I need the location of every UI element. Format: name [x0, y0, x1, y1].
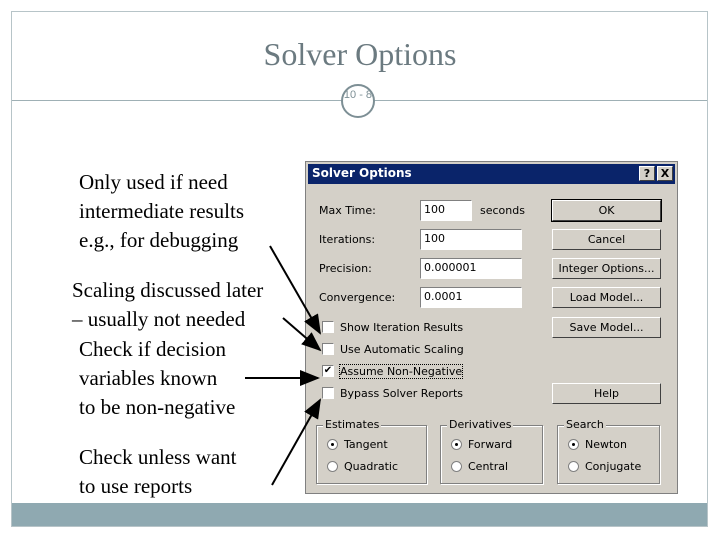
note-intermediate: Only used if need intermediate results e.g., for debugging	[79, 170, 245, 252]
help-button[interactable]: Help	[552, 383, 661, 404]
derivatives-title: Derivatives	[449, 418, 512, 431]
radio-label: Newton	[585, 438, 628, 451]
slide-number: 10 - 8	[341, 84, 375, 118]
radio-label: Forward	[468, 438, 513, 451]
note-reports: Check unless want to use reports	[79, 445, 237, 498]
radio-label: Central	[468, 460, 509, 473]
arrow-intermediate	[270, 246, 320, 333]
radio-label: Quadratic	[344, 460, 399, 473]
context-help-button[interactable]: ?	[639, 166, 655, 181]
slide-title: Solver Options	[263, 36, 457, 72]
cancel-button[interactable]: Cancel	[552, 229, 661, 250]
checkbox-label: Show Iteration Results	[340, 321, 464, 334]
convergence-input[interactable]: 0.0001	[420, 287, 522, 308]
note-scaling: Scaling discussed later – usually not needed	[72, 278, 264, 331]
checkbox-label: Use Automatic Scaling	[340, 343, 464, 356]
convergence-label: Convergence:	[319, 291, 396, 304]
radio-label: Tangent	[344, 438, 388, 451]
precision-label: Precision:	[319, 262, 372, 275]
precision-input[interactable]: 0.000001	[420, 258, 522, 279]
checkbox-label: Bypass Solver Reports	[340, 387, 463, 400]
max-time-label: Max Time:	[319, 204, 376, 217]
seconds-label: seconds	[480, 204, 525, 217]
ok-button[interactable]: OK	[552, 200, 661, 221]
radio-label: Conjugate	[585, 460, 642, 473]
save-model-button[interactable]: Save Model...	[552, 317, 661, 338]
estimates-title: Estimates	[325, 418, 380, 431]
max-time-input[interactable]: 100	[420, 200, 472, 221]
arrow-reports	[272, 400, 320, 485]
integer-options-button[interactable]: Integer Options...	[552, 258, 661, 279]
iterations-label: Iterations:	[319, 233, 376, 246]
search-title: Search	[566, 418, 604, 431]
dialog-title: Solver Options	[312, 166, 412, 180]
close-icon[interactable]: X	[657, 166, 673, 181]
check-mark-icon[interactable]: ✔	[323, 365, 333, 376]
note-nonnegative: Check if decision variables known to be non-negative	[79, 337, 236, 419]
iterations-input[interactable]: 100	[420, 229, 522, 250]
load-model-button[interactable]: Load Model...	[552, 287, 661, 308]
checkbox-label: Assume Non-Negative	[340, 365, 463, 378]
